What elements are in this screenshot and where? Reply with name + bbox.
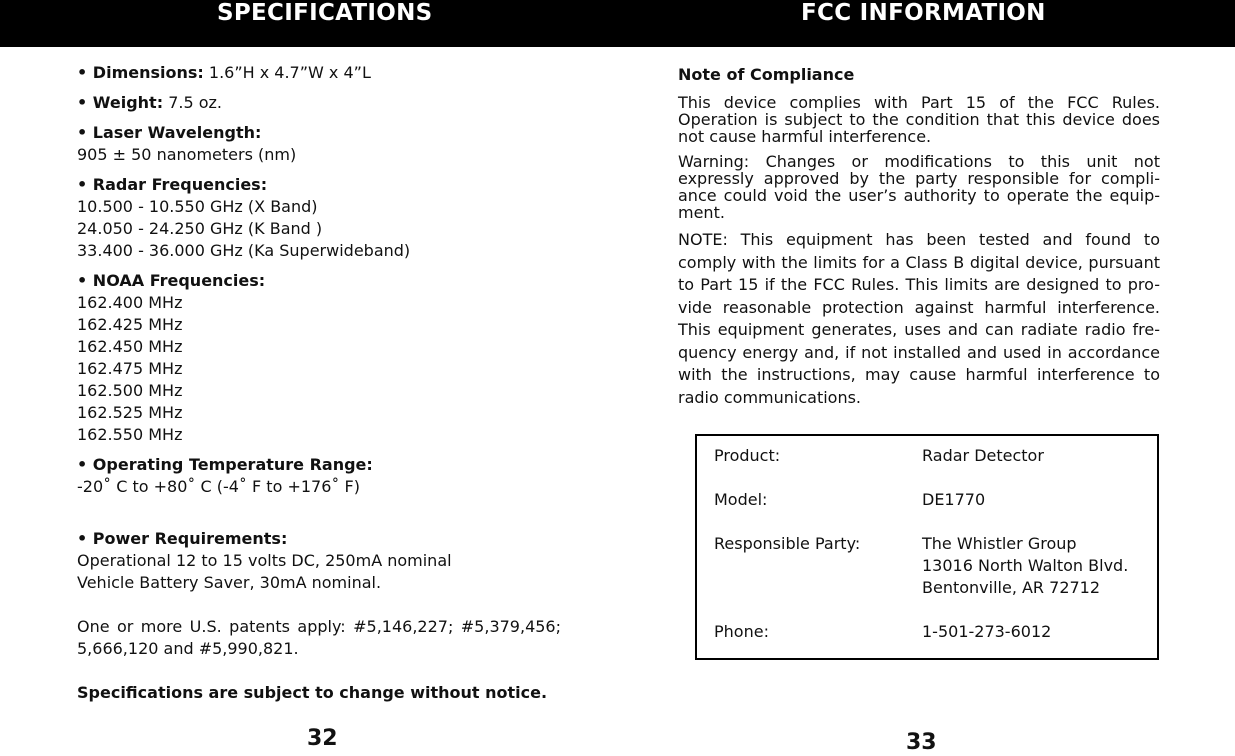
- model-label: Model:: [714, 490, 768, 509]
- party-line: 13016 North Walton Blvd.: [922, 556, 1129, 575]
- product-info-box: [695, 434, 1159, 660]
- warning-text: Warning: Changes or modifications to this unit not expressly approved by the party responsible for compli-ance could void the user’s authority to operate the equip-ment.: [678, 152, 1160, 222]
- spec-label: • Dimensions:: [77, 63, 204, 82]
- spec-label: • Weight:: [77, 93, 164, 112]
- fcc-column: [678, 62, 1160, 417]
- page-number-left: 32: [307, 726, 338, 751]
- spec-temperature: [77, 454, 577, 498]
- patents-text: One or more U.S. patents apply: #5,146,227; #5,379,456; 5,666,120 and #5,990,821.: [77, 617, 561, 658]
- spacer: [77, 594, 577, 616]
- spec-dimensions: [77, 62, 577, 84]
- responsible-party-label: Responsible Party:: [714, 534, 861, 553]
- spec-radar: [77, 174, 577, 262]
- spec-label: • Power Requirements:: [77, 529, 288, 548]
- spec-power: [77, 528, 577, 594]
- spec-line: 162.500 MHz: [77, 381, 183, 400]
- spacer: [77, 506, 577, 528]
- compliance-text: This device complies with Part 15 of the FCC Rules. Operation is subject to the condition that this device does not cause harmful interference.: [678, 93, 1160, 146]
- spec-line: Operational 12 to 15 volts DC, 250mA nominal: [77, 551, 452, 570]
- note-title: Note of Compliance: [678, 65, 855, 84]
- party-line: The Whistler Group: [922, 534, 1077, 553]
- header-bar: [0, 0, 1235, 47]
- spec-line: 162.525 MHz: [77, 403, 183, 422]
- page-number-right: 33: [906, 730, 937, 755]
- spec-noaa: [77, 270, 577, 446]
- spec-line: 162.400 MHz: [77, 293, 183, 312]
- spec-weight: [77, 92, 577, 114]
- phone-value: 1-501-273-6012: [922, 622, 1052, 641]
- specifications-column: [77, 62, 577, 704]
- spec-laser: [77, 122, 577, 166]
- spec-label: • Operating Temperature Range:: [77, 455, 373, 474]
- spec-line: 24.050 - 24.250 GHz (K Band ): [77, 219, 323, 238]
- responsible-party-value: [922, 533, 1128, 599]
- spec-value: 7.5 oz.: [163, 93, 222, 112]
- model-value: DE1770: [922, 490, 986, 509]
- spec-line: Vehicle Battery Saver, 30mA nominal.: [77, 573, 382, 592]
- change-notice: Specifications are subject to change without notice.: [77, 683, 548, 702]
- spec-label: • Laser Wavelength:: [77, 123, 262, 142]
- fcc-information-title: FCC INFORMATION: [801, 0, 1046, 26]
- note-text: NOTE: This equipment has been tested and found to comply with the limits for a Class B digital device, pursuant to Part 15 if the FCC Rules. This limits are designed to pro-vide reasonable protection against harmful interference. This equipment generates, uses and can radiate radio fre-quency energy and, if not installed and used in accordance with the instructions, may cause harmful interference to radio communications.: [678, 230, 1160, 407]
- spec-line: 905 ± 50 nanometers (nm): [77, 145, 297, 164]
- product-label: Product:: [714, 446, 781, 465]
- spec-label: • NOAA Frequencies:: [77, 271, 266, 290]
- product-value: Radar Detector: [922, 446, 1044, 465]
- spec-line: 162.550 MHz: [77, 425, 183, 444]
- spec-line: 162.475 MHz: [77, 359, 183, 378]
- party-line: Bentonville, AR 72712: [922, 578, 1101, 597]
- spec-line: 10.500 - 10.550 GHz (X Band): [77, 197, 318, 216]
- phone-label: Phone:: [714, 622, 769, 641]
- spec-line: 33.400 - 36.000 GHz (Ka Superwideband): [77, 241, 411, 260]
- spec-value: 1.6”H x 4.7”W x 4”L: [203, 63, 371, 82]
- spec-label: • Radar Frequencies:: [77, 175, 268, 194]
- spec-line: 162.450 MHz: [77, 337, 183, 356]
- spec-line: -20˚ C to +80˚ C (-4˚ F to +176˚ F): [77, 477, 360, 496]
- spacer: [77, 660, 577, 682]
- specifications-title: SPECIFICATIONS: [217, 0, 433, 26]
- spec-line: 162.425 MHz: [77, 315, 183, 334]
